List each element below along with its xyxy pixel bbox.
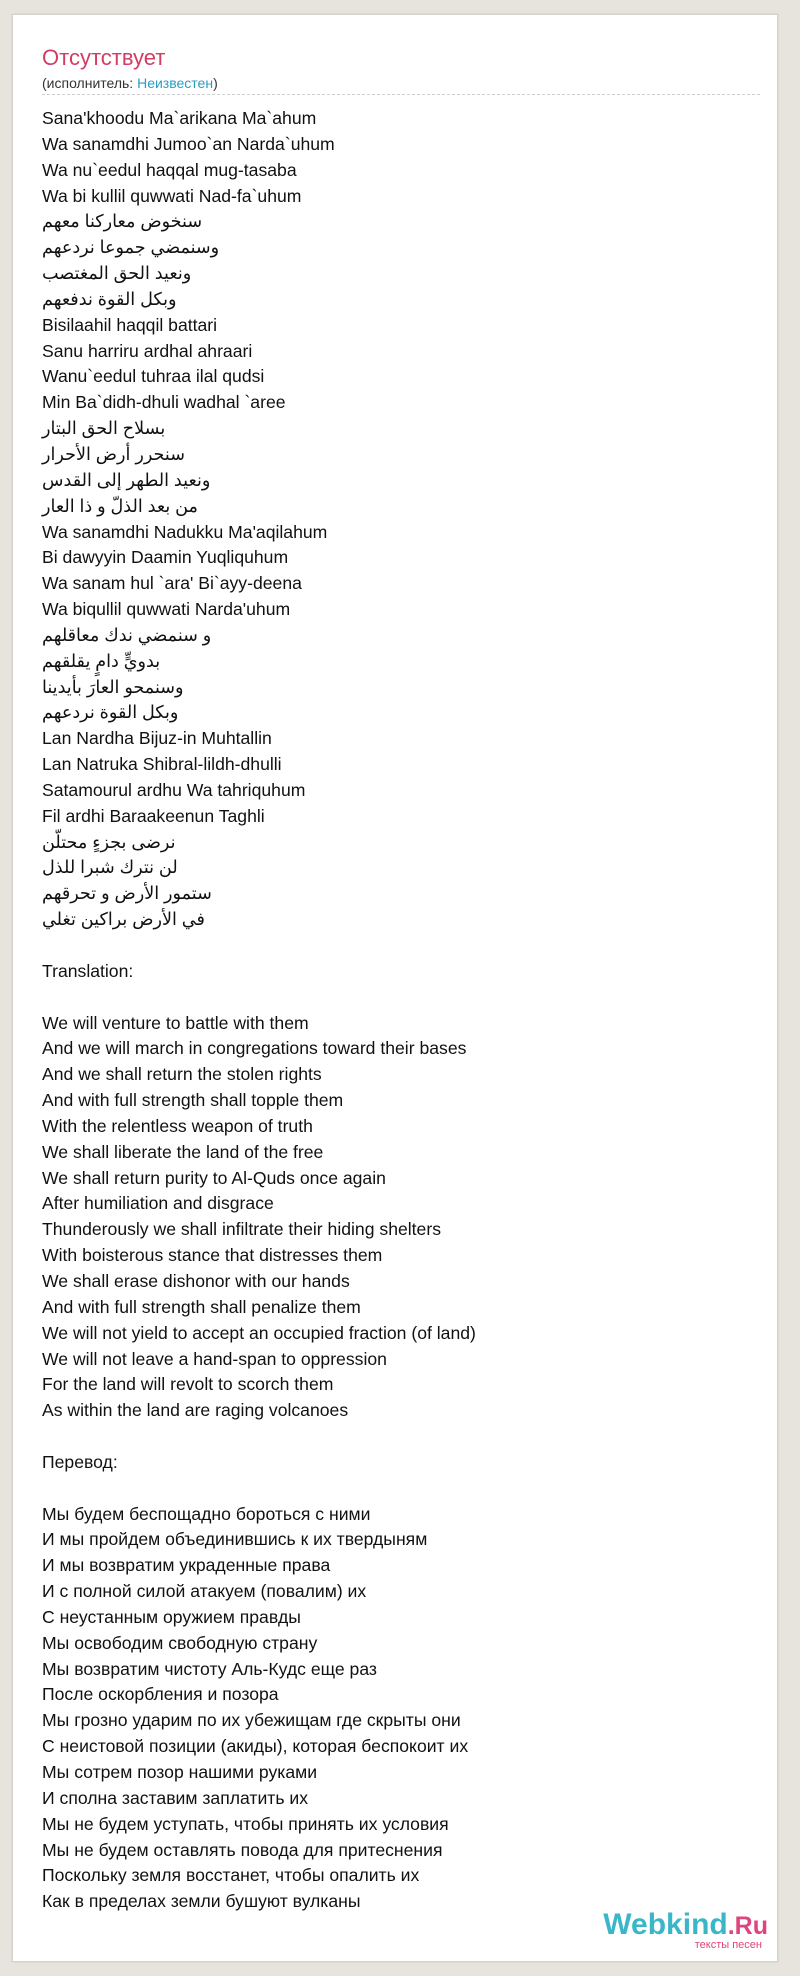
lyrics-line: Wa nu`eedul haqqal mug-tasaba (42, 159, 297, 180)
lyrics-line: Fil ardhi Baraakeenun Taghli (42, 805, 265, 826)
lyrics-line: And with full strength shall topple them (42, 1090, 344, 1111)
lyrics-line: We shall liberate the land of the free (42, 1141, 324, 1162)
lyrics-line: Sanu harriru ardhal ahraari (42, 340, 253, 361)
lyrics-line: وبكل القوة نردعهم (42, 702, 179, 723)
artist-link[interactable]: Неизвестен (137, 75, 214, 91)
lyrics-line: И сполна заставим заплатить их (42, 1787, 309, 1808)
lyrics-line: من بعد الذلّ و ذا العار (42, 495, 198, 516)
lyrics-line: With the relentless weapon of truth (42, 1115, 313, 1136)
lyrics-line: And we shall return the stolen rights (42, 1064, 322, 1085)
lyrics-line: سنحرر أرض الأحرار (42, 443, 185, 464)
lyrics-line: С неустанным оружием правды (42, 1606, 301, 1627)
lyrics-line: For the land will revolt to scorch them (42, 1374, 334, 1395)
lyrics-line: Перевод: (42, 1451, 118, 1472)
lyrics-line: Как в пределах земли бушуют вулканы (42, 1891, 361, 1912)
lyrics-blank-line (42, 933, 760, 959)
artist-line (42, 74, 218, 92)
lyrics-line: Bisilaahil haqqil battari (42, 314, 218, 335)
lyrics-line: And we will march in congregations toward their bases (42, 1038, 467, 1059)
lyrics-line: وسنمضي جموعا نردعهم (42, 237, 220, 258)
logo-tld-text: .Ru (727, 1912, 768, 1940)
lyrics-line: Wa bi kullil quwwati Nad-fa`uhum (42, 185, 302, 206)
lyrics-line: ونعيد الحق المغتصب (42, 263, 192, 284)
lyrics-line: Мы будем беспощадно бороться с ними (42, 1503, 371, 1524)
lyrics-line: With boisterous stance that distresses them (42, 1245, 383, 1266)
lyrics-line: We will venture to battle with them (42, 1012, 309, 1033)
lyrics-line: Wa sanamdhi Jumoo`an Narda`uhum (42, 133, 335, 154)
lyrics-line: Translation: (42, 960, 134, 981)
lyrics-line: وسنمحو العارَ بأيدينا (42, 676, 184, 697)
lyrics-line: Sana'khoodu Ma`arikana Ma`ahum (42, 108, 317, 128)
song-title: Отсутствует (42, 45, 166, 70)
lyrics-line: Bi dawyyin Daamin Yuqliquhum (42, 547, 289, 568)
lyrics-line: نرضى بجزءٍ محتلّن (42, 831, 176, 852)
artist-suffix: ) (213, 75, 218, 91)
logo-main-text: Webkind (603, 1908, 728, 1941)
lyrics-line: Wa sanam hul `ara' Bi`ayy-deena (42, 573, 302, 594)
lyrics-line: We will not yield to accept an occupied fraction (of land) (42, 1322, 476, 1343)
lyrics-line: И мы пройдем объединившись к их твердыням (42, 1529, 428, 1550)
lyrics-line: وبكل القوة ندفعهم (42, 288, 177, 309)
lyrics-line: Satamourul ardhu Wa tahriquhum (42, 779, 306, 800)
lyrics-line: Thunderously we shall infiltrate their hiding shelters (42, 1219, 441, 1240)
logo-tagline: тексты песен (694, 1939, 762, 1951)
lyrics-line: Lan Nardha Bijuz-in Muhtallin (42, 728, 272, 749)
lyrics-line: С неистовой позиции (акиды), которая беспокоит их (42, 1736, 469, 1757)
lyrics-line: Lan Natruka Shibral-lildh-dhulli (42, 754, 282, 775)
lyrics-blank-line (42, 1476, 760, 1502)
lyrics-text (42, 106, 760, 1915)
lyrics-line: ونعيد الطهر إلى القدس (42, 469, 211, 490)
webkind-logo[interactable] (583, 1908, 768, 1952)
lyrics-blank-line (42, 985, 760, 1011)
lyrics-line: و سنمضي ندك معاقلهم (42, 624, 212, 645)
lyrics-line: И мы возвратим украденные права (42, 1555, 331, 1576)
header-divider (42, 94, 760, 95)
lyrics-line: Мы не будем оставлять повода для притеснения (42, 1839, 443, 1860)
lyrics-line: И с полной силой атакуем (повалим) их (42, 1581, 367, 1602)
lyrics-line: ستمور الأرض و تحرقهم (42, 883, 212, 904)
lyrics-card (12, 14, 778, 1962)
lyrics-line: After humiliation and disgrace (42, 1193, 274, 1214)
lyrics-line: Мы возвратим чистоту Аль-Кудс еще раз (42, 1658, 377, 1679)
lyrics-line: بدويٍّ دامٍ يقلقهم (42, 650, 161, 671)
lyrics-line: And with full strength shall penalize them (42, 1296, 361, 1317)
lyrics-line: لن نترك شبرا للذل (42, 857, 178, 878)
lyrics-line: Wa biqullil quwwati Narda'uhum (42, 599, 291, 620)
lyrics-blank-line (42, 1424, 760, 1450)
lyrics-line: Мы освободим свободную страну (42, 1632, 318, 1653)
lyrics-line: Wa sanamdhi Nadukku Ma'aqilahum (42, 521, 328, 542)
lyrics-line: Поскольку земля восстанет, чтобы опалить их (42, 1865, 420, 1886)
lyrics-line: We shall erase dishonor with our hands (42, 1270, 350, 1291)
lyrics-line: Мы не будем уступать, чтобы принять их условия (42, 1813, 449, 1834)
lyrics-line: بسلاح الحق البتار (42, 418, 166, 439)
lyrics-line: Мы сотрем позор нашими руками (42, 1762, 318, 1782)
lyrics-line: Мы грозно ударим по их убежищам где скрыты они (42, 1710, 461, 1731)
lyrics-line: We shall return purity to Al-Quds once again (42, 1167, 386, 1188)
lyrics-line: После оскорбления и позора (42, 1684, 279, 1705)
lyrics-line: We will not leave a hand-span to oppression (42, 1348, 387, 1369)
lyrics-line: في الأرض براكين تغلي (42, 909, 205, 930)
lyrics-line: سنخوض معاركنا معهم (42, 211, 203, 232)
lyrics-line: As within the land are raging volcanoes (42, 1400, 349, 1421)
artist-prefix: (исполнитель: (42, 75, 138, 91)
lyrics-line: Wanu`eedul tuhraa ilal qudsi (42, 366, 265, 387)
lyrics-line: Min Ba`didh-dhuli wadhal `aree (42, 392, 286, 413)
